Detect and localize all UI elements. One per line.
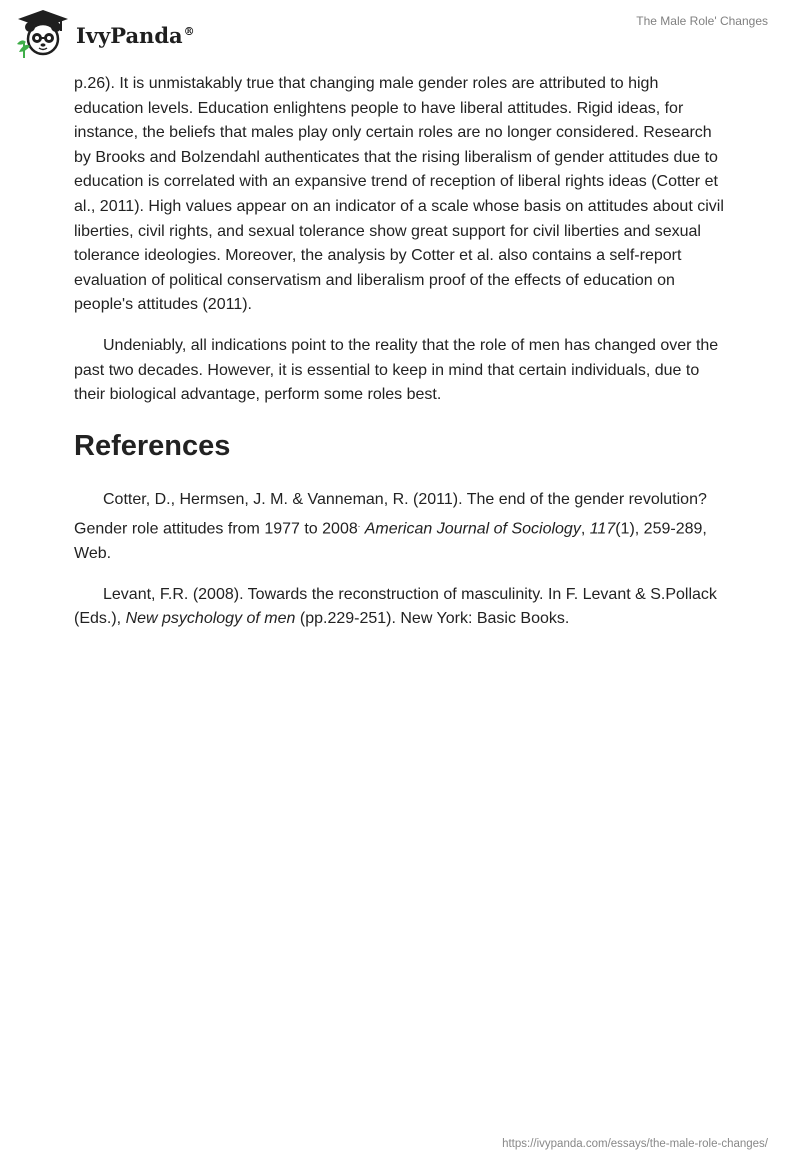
- reference-levant: Levant, F.R. (2008). Towards the reconstruction of masculinity. In F. Levant & S.Pollack (Eds.), New psychology of men (pp.229-251). New York: Basic Books.: [74, 585, 717, 628]
- panda-graduate-icon: [14, 8, 72, 60]
- source-url[interactable]: https://ivypanda.com/essays/the-male-role-changes/: [502, 1138, 768, 1150]
- page-header: [0, 0, 800, 64]
- ivypanda-logo[interactable]: [14, 8, 195, 60]
- body-paragraph-2: Undeniably, all indications point to the reality that the role of men has changed over the past two decades. However, it is essential to keep in mind that certain individuals, due to their biological advantage, perform some roles best.: [74, 336, 719, 404]
- brand-name: IvyPanda®: [76, 22, 195, 48]
- essay-content: [74, 72, 724, 648]
- document-title: The Male Role' Changes: [636, 14, 768, 28]
- body-paragraph-1: p.26). It is unmistakably true that changing male gender roles are attributed to high education levels. Education enlightens people to have liberal attitudes. Rigid ideas, for instance, the beliefs that males play only certain roles are no longer considered. Research by Brooks and Bolzendahl authenticates that the rising liberalism of gender attitudes due to education is correlated with an expansive trend of reception of liberal rights ideas (Cotter et al., 2011). High values appear on an indicator of a scale whose basis on attitudes about civil liberties, civil rights, and sexual tolerance show great support for civil liberties and sexual tolerance ideologies. Moreover, the analysis by Cotter et al. also contains a self-report evaluation of political conservatism and liberalism proof of the effects of education on people's attitudes (2011).: [74, 75, 724, 314]
- references-heading: References: [74, 429, 231, 462]
- reference-cotter: Cotter, D., Hermsen, J. M. & Vanneman, R. (2011). The end of the gender revolution? Gender role attitudes from 1977 to 2008. American Journal of Sociology, 117(1), 259-289, Web.: [74, 490, 707, 563]
